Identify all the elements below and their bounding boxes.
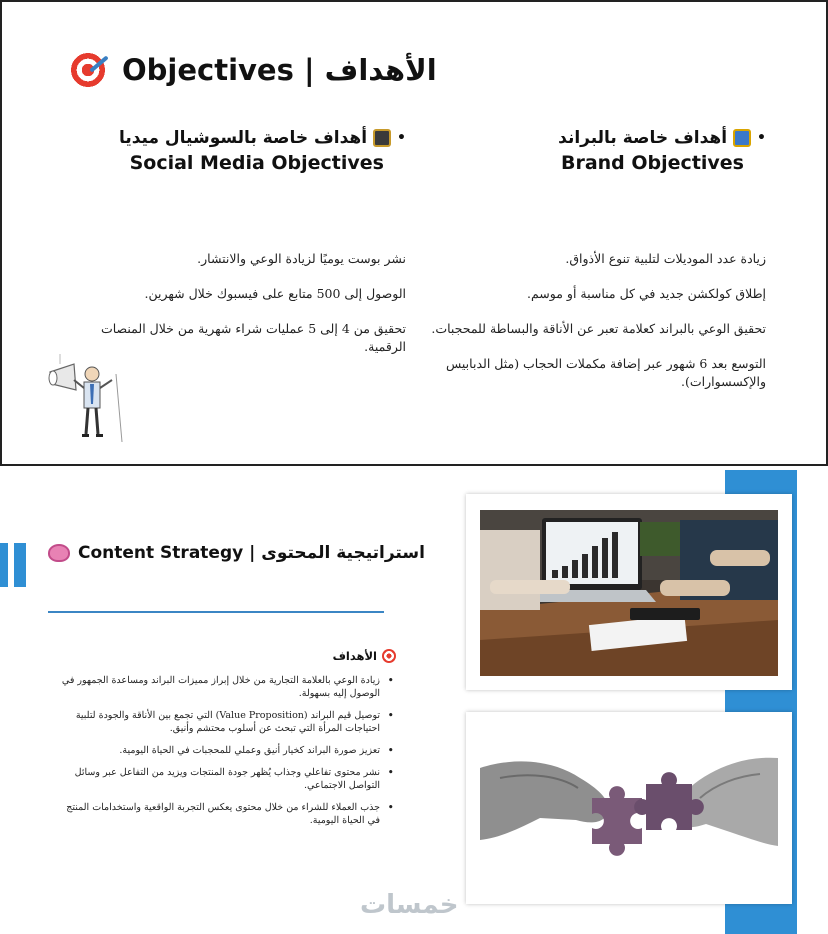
list-item: • جذب العملاء للشراء من خلال محتوى يعكس التجربة الواقعية واستخدامات المنتج في الحياة اليومية. bbox=[56, 801, 396, 827]
objectives-slide bbox=[0, 0, 828, 466]
mobile-phone-icon bbox=[373, 129, 391, 147]
social-heading-en: Social Media Objectives bbox=[129, 152, 384, 174]
list-item: تحقيق الوعي بالبراند كعلامة تعبر عن الأناقة والبساطة للمحجبات. bbox=[431, 321, 766, 336]
content-strategy-slide bbox=[0, 468, 828, 934]
goals-list bbox=[56, 674, 396, 836]
watermark-logo: خمسات bbox=[360, 890, 459, 920]
list-item: إطلاق كولكشن جديد في كل مناسبة أو موسم. bbox=[527, 286, 766, 301]
social-objectives-heading: • أهداف خاصة بالسوشيال ميديا Social Media Objectives bbox=[116, 128, 406, 174]
target-dart-icon bbox=[382, 649, 396, 663]
list-item: نشر بوست يوميًا لزيادة الوعي والانتشار. bbox=[197, 251, 406, 266]
social-heading-ar: أهداف خاصة بالسوشيال ميديا bbox=[118, 128, 368, 148]
puzzle-photo-card bbox=[466, 712, 792, 904]
list-item: تحقيق من 4 إلى 5 عمليات شراء شهرية من خلال المنصات الرقمية. bbox=[100, 321, 406, 354]
title-divider bbox=[48, 611, 384, 613]
brand-heading-en: Brand Objectives bbox=[560, 152, 744, 174]
megaphone-person-illustration bbox=[46, 354, 128, 446]
brand-objectives-list bbox=[426, 250, 766, 408]
puzzle-photo bbox=[480, 728, 778, 890]
list-item: • توصيل قيم البراند (Value Proposition) التي تجمع بين الأناقة والجودة لتلبية احتياجات المرأة التي تبحث عن أسلوب محتشم وأنيق. bbox=[56, 709, 396, 735]
list-item: • زيادة الوعي بالعلامة التجارية من خلال إبراز مميزات البراند ومساعدة الجمهور في الوصول إليه بسهولة. bbox=[56, 674, 396, 700]
brand-heading-ar: أهداف خاصة بالبراند bbox=[558, 128, 728, 148]
slide-title bbox=[48, 538, 425, 568]
meeting-photo bbox=[480, 510, 778, 676]
slide-title-text: Content Strategy | استراتيجية المحتوى bbox=[78, 543, 425, 563]
brain-icon bbox=[48, 544, 70, 562]
meeting-photo-card bbox=[466, 494, 792, 690]
slide-title-text: Objectives | الأهداف bbox=[122, 53, 437, 87]
list-item: الوصول إلى 500 متابع على فيسبوك خلال شهرين. bbox=[144, 286, 406, 301]
social-objectives-list bbox=[86, 250, 406, 373]
list-item: • تعزيز صورة البراند كخيار أنيق وعملي للمحجبات في الحياة اليومية. bbox=[56, 744, 396, 757]
slide-title bbox=[68, 48, 437, 92]
shopping-bag-icon bbox=[733, 129, 751, 147]
brand-objectives-heading: • أهداف خاصة بالبراند Brand Objectives bbox=[536, 128, 766, 174]
list-item: زيادة عدد الموديلات لتلبية تنوع الأذواق. bbox=[565, 251, 766, 266]
list-item: • نشر محتوى تفاعلي وجذاب يُظهر جودة المنتجات ويزيد من التفاعل عبر وسائل التواصل الاجتماعي. bbox=[56, 766, 396, 792]
goals-heading-text: الأهداف bbox=[332, 649, 377, 663]
goals-heading bbox=[333, 649, 396, 663]
target-dart-icon bbox=[68, 50, 108, 90]
list-item: التوسع بعد 6 شهور عبر إضافة مكملات الحجاب (مثل الدبابيس والإكسسوارات). bbox=[445, 356, 766, 389]
